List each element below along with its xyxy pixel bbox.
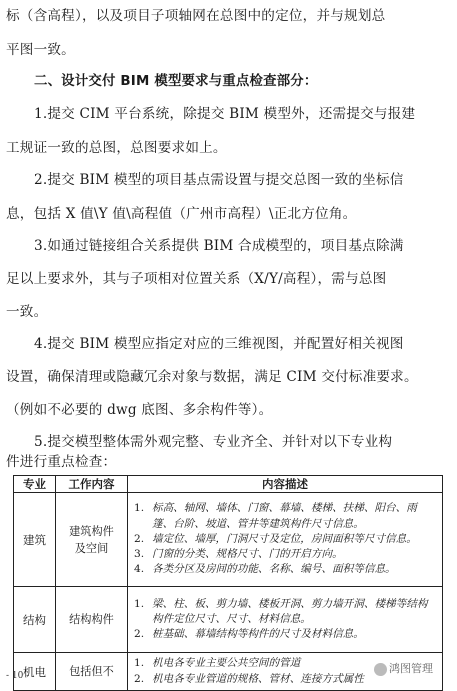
watermark-text: 鸿图管理 (389, 662, 433, 675)
item-number: 2. (134, 532, 145, 545)
paragraph-line: 件进行重点检查： (6, 454, 117, 470)
paragraph-line: 1.提交 CIM 平台系统，除提交 BIM 模型外，还需提交与报建 (34, 106, 416, 122)
list-item (134, 627, 438, 642)
paragraph-line: 足以上要求外，其与子项相对位置关系（X/Y/高程），需与总图 (6, 271, 387, 287)
work-content-cell (56, 587, 128, 653)
paragraph-line: 2.提交 BIM 模型的项目基点需设置与提交总图一致的坐标信 (34, 172, 404, 188)
item-number: 3. (134, 548, 145, 561)
item-number: 1. (134, 597, 145, 610)
description-cell (128, 587, 443, 653)
work-content-line: 包括但不 (69, 665, 114, 678)
description-cell (128, 493, 443, 587)
paragraph-line: 工规证一致的总图，总图要求如上。 (6, 140, 227, 156)
paragraph-line: 3.如通过链接组合关系提供 BIM 合成模型的，项目基点除满 (34, 238, 404, 254)
list-item (134, 532, 438, 547)
paragraph-line: 息，包括 X 值\Y 值\高程值（广州市高程）\正北方位角。 (6, 206, 357, 222)
item-text: 门窗的分类、规格尺寸、门的开启方向。 (152, 548, 343, 561)
item-text: 各类分区及房间的功能、名称、编号、面积等信息。 (152, 563, 396, 576)
work-content-cell (56, 493, 128, 587)
item-number: 4. (134, 563, 145, 576)
discipline-cell: 结构 (14, 587, 56, 653)
table-row (14, 493, 443, 587)
section-heading: 二、设计交付 BIM 模型要求与重点检查部分： (34, 74, 318, 89)
work-content-line: 结构构件 (69, 613, 114, 626)
work-content-cell (56, 653, 128, 691)
list-item (134, 597, 438, 628)
watermark-logo-icon (374, 663, 387, 676)
table-header-row (14, 476, 443, 493)
paragraph-line: 平图一致。 (6, 42, 75, 58)
page-number: - 10 - (6, 671, 30, 681)
paragraph-line: 一致。 (6, 304, 48, 320)
item-number: 1. (134, 657, 145, 670)
item-text: 墙定位、墙厚，门洞尺寸及定位，房间面积等尺寸信息。 (152, 532, 417, 545)
discipline-cell: 机电 (14, 653, 56, 691)
item-text: 机电各专业管道的规格、管材、连接方式属性 (152, 672, 364, 685)
inspection-table (13, 475, 443, 691)
item-text: 梁、柱、板、剪力墙、楼板开洞、剪力墙开洞、楼梯等结构构件定位尺寸、尺寸、材料信息。 (152, 597, 428, 625)
item-number: 1. (134, 502, 145, 515)
item-text: 标高、轴网、墙体、门窗、幕墙、楼梯、扶梯、阳台、雨篷、台阶、坡道、管井等建筑构件尺寸信息。 (152, 502, 417, 530)
paragraph-line: 标（含高程），以及项目子项轴网在总图中的定位，并与规划总 (6, 8, 386, 24)
watermark (374, 660, 433, 676)
header-discipline: 专业 (14, 476, 56, 493)
paragraph-line: 4.提交 BIM 模型应指定对应的三维视图，并配置好相关视图 (34, 336, 404, 352)
item-number: 2. (134, 672, 145, 685)
item-text: 机电各专业主要公共空间的管道 (152, 657, 301, 670)
header-description: 内容描述 (128, 476, 443, 493)
work-content-line: 建筑构件 (69, 524, 114, 538)
header-work-content: 工作内容 (56, 476, 128, 493)
paragraph-line: 设置，确保清理或隐藏冗余对象与数据，满足 CIM 交付标准要求。 (6, 369, 418, 385)
discipline-cell: 建筑 (14, 493, 56, 587)
list-item (134, 501, 438, 532)
item-text: 桩基础、幕墙结构等构件的尺寸及材料信息。 (152, 628, 364, 641)
work-content-line: 及空间 (74, 541, 109, 555)
list-item (134, 562, 438, 577)
table-row (14, 587, 443, 653)
list-item (134, 547, 438, 562)
paragraph-line: 5.提交模型整体需外观完整、专业齐全、并针对以下专业构 (34, 434, 393, 450)
paragraph-line: （例如不必要的 dwg 底图、多余构件等）。 (6, 402, 273, 418)
item-number: 2. (134, 628, 145, 641)
